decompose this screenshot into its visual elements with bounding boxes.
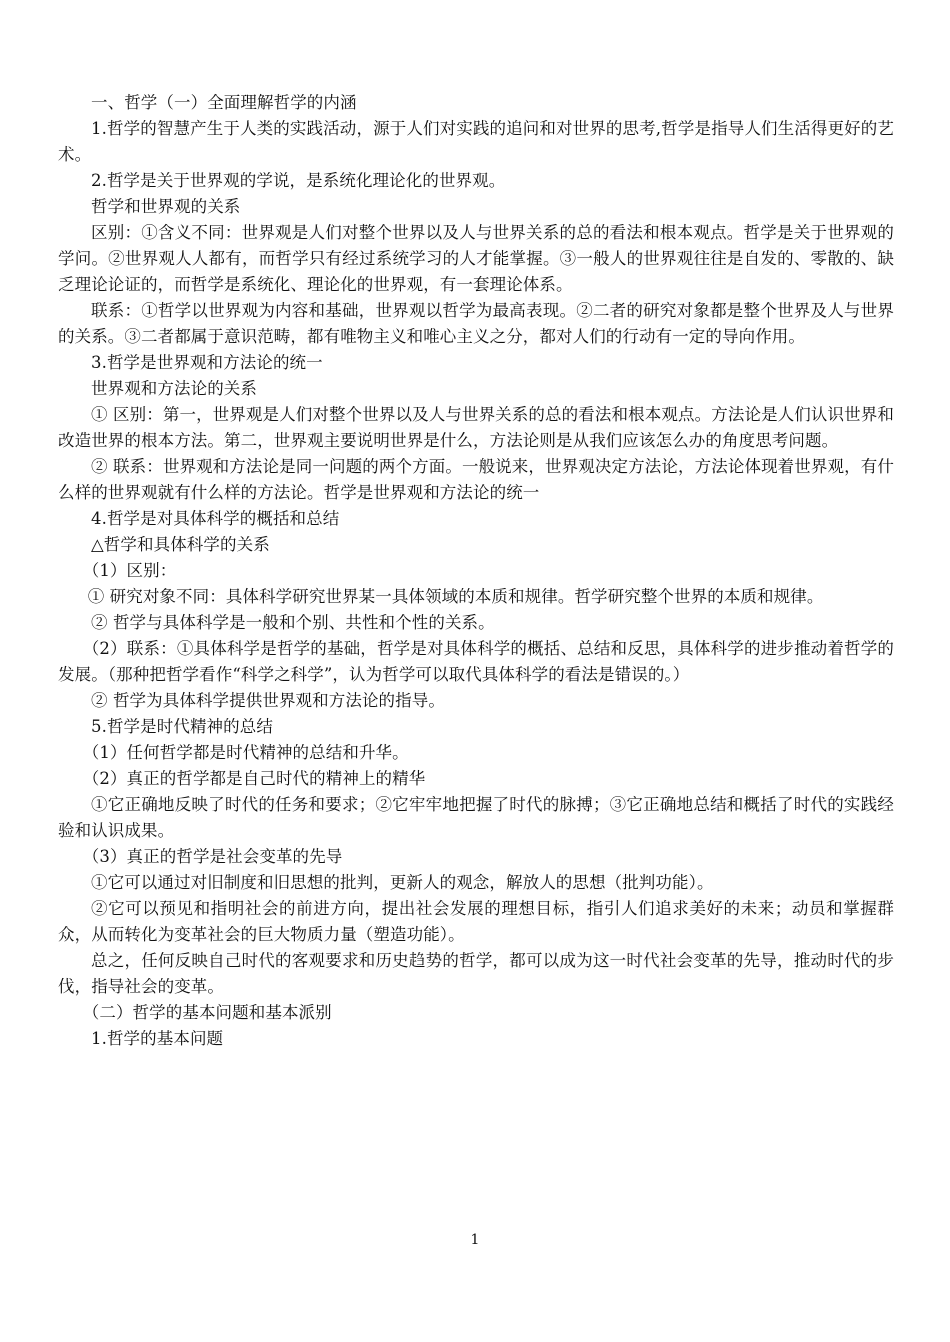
paragraph: 总之，任何反映自己时代的客观要求和历史趋势的哲学，都可以成为这一时代社会变革的先导，推动时代的步伐，指导社会的变革。 — [58, 951, 894, 996]
list-label: （2）真正的哲学都是自己时代的精神上的精华 — [82, 769, 426, 788]
paragraph: ②它可以预见和指明社会的前进方向，提出社会发展的理想目标，指引人们追求美好的未来；动员和掌握群众，从而转化为变革社会的巨大物质力量（塑造功能）。 — [58, 899, 894, 944]
paragraph: ①它可以通过对旧制度和旧思想的批判，更新人的观念，解放人的思想（批判功能）。 — [91, 873, 714, 892]
paragraph: 3.哲学是世界观和方法论的统一 — [91, 353, 323, 372]
section-heading: （二）哲学的基本问题和基本派别 — [82, 1003, 332, 1022]
paragraph: 4.哲学是对具体科学的概括和总结 — [91, 509, 340, 528]
page-number: 1 — [470, 1232, 480, 1248]
list-label: （3）真正的哲学是社会变革的先导 — [82, 847, 343, 866]
subheading: 哲学和世界观的关系 — [91, 197, 241, 216]
paragraph: 5.哲学是时代精神的总结 — [91, 717, 273, 736]
paragraph: 2.哲学是关于世界观的学说，是系统化理论化的世界观。 — [91, 171, 506, 190]
subheading: △哲学和具体科学的关系 — [91, 535, 270, 554]
paragraph: ② 联系：世界观和方法论是同一问题的两个方面。一般说来，世界观决定方法论，方法论体现着世界观，有什么样的世界观就有什么样的方法论。哲学是世界观和方法论的统一 — [58, 457, 894, 502]
subheading: 世界观和方法论的关系 — [91, 379, 257, 398]
list-label: （1）任何哲学都是时代精神的总结和升华。 — [82, 743, 409, 762]
paragraph: 联系：①哲学以世界观为内容和基础，世界观以哲学为最高表现。②二者的研究对象都是整个世界及人与世界的关系。③二者都属于意识范畴，都有唯物主义和唯心主义之分，都对人们的行动有一定的导向作用。 — [58, 301, 894, 346]
list-label: （1）区别： — [82, 561, 177, 580]
paragraph: 区别：①含义不同：世界观是人们对整个世界以及人与世界关系的总的看法和根本观点。哲学是关于世界观的学问。②世界观人人都有，而哲学只有经过系统学习的人才能掌握。③一般人的世界观往往是自发的、零散的、缺乏理论论证的，而哲学是系统化、理论化的世界观，有一套理论体系。 — [58, 223, 894, 294]
paragraph: ①它正确地反映了时代的任务和要求；②它牢牢地把握了时代的脉搏；③它正确地总结和概括了时代的实践经验和认识成果。 — [58, 795, 894, 840]
paragraph: ① 研究对象不同：具体科学研究世界某一具体领域的本质和规律。哲学研究整个世界的本质和规律。 — [87, 587, 824, 606]
document-body — [58, 90, 894, 1052]
paragraph: （2）联系：①具体科学是哲学的基础，哲学是对具体科学的概括、总结和反思，具体科学的进步推动着哲学的发展。（那种把哲学看作“科学之科学”，认为哲学可以取代具体科学的看法是错误的。） — [58, 639, 894, 684]
paragraph: 1.哲学的基本问题 — [91, 1029, 224, 1048]
paragraph: ① 区别：第一，世界观是人们对整个世界以及人与世界关系的总的看法和根本观点。方法论是人们认识世界和改造世界的根本方法。第二，世界观主要说明世界是什么，方法论则是从我们应该怎么办的角度思考问题。 — [58, 405, 894, 450]
paragraph: 1.哲学的智慧产生于人类的实践活动，源于人们对实践的追问和对世界的思考,哲学是指导人们生活得更好的艺术。 — [58, 119, 894, 164]
section-heading: 一、哲学（一）全面理解哲学的内涵 — [91, 93, 357, 112]
paragraph: ② 哲学为具体科学提供世界观和方法论的指导。 — [91, 691, 445, 710]
paragraph: ② 哲学与具体科学是一般和个别、共性和个性的关系。 — [91, 613, 495, 632]
